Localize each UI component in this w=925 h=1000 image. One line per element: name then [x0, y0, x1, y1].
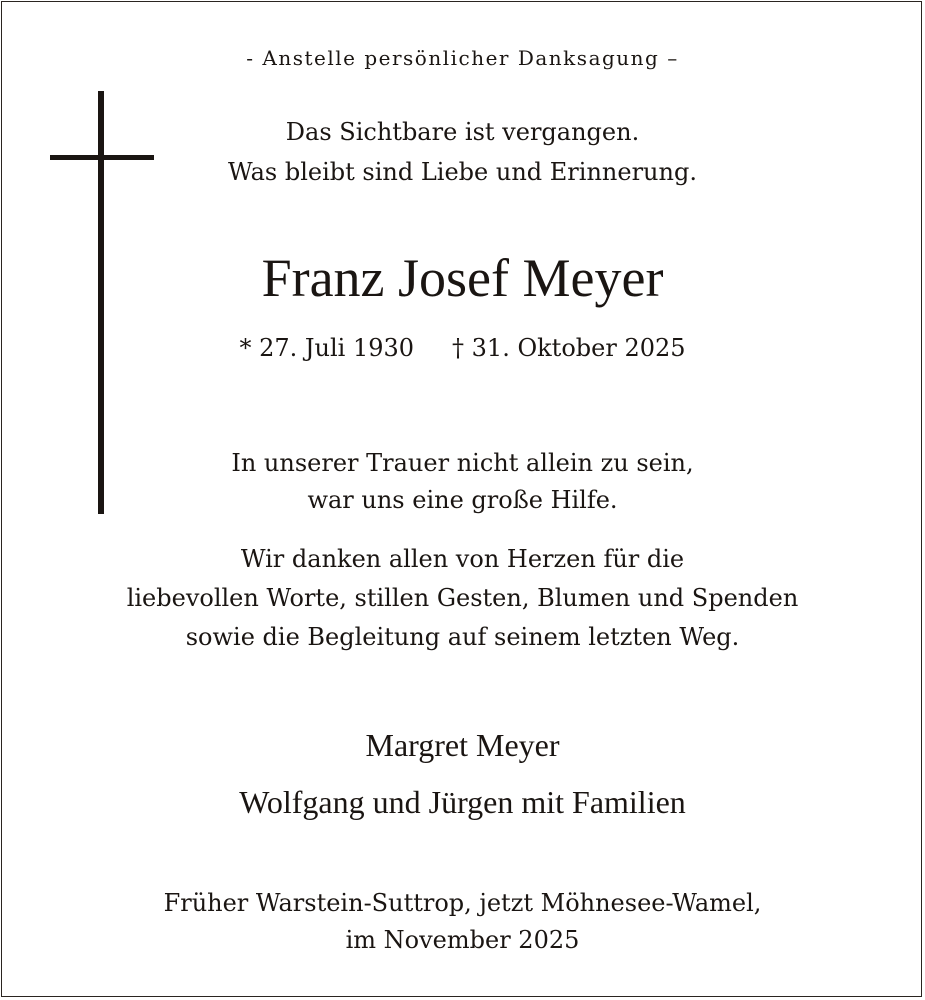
place-line: Früher Warstein-Suttrop, jetzt Möhnesee-Wamel, [163, 889, 762, 917]
quote-line-2: Was bleibt sind Liebe und Erinnerung. [228, 158, 697, 186]
death-date: † 31. Oktober 2025 [452, 334, 686, 362]
signatory-1: Margret Meyer [365, 727, 560, 763]
life-dates [0, 334, 925, 362]
thanks-line-3: Wir danken allen von Herzen für die [240, 545, 685, 573]
thanks-line-5: sowie die Begleitung auf seinem letzten Weg. [185, 623, 740, 651]
thanks-line-4: liebevollen Worte, stillen Gesten, Blumen und Spenden [126, 584, 799, 612]
date-line: im November 2025 [345, 926, 580, 954]
thanks-line-1: In unserer Trauer nicht allein zu sein, [231, 449, 694, 477]
notice-heading: - Anstelle persönlicher Danksagung – [246, 46, 679, 70]
birth-date: * 27. Juli 1930 [239, 334, 415, 362]
quote-line-1: Das Sichtbare ist vergangen. [285, 118, 640, 146]
deceased-name: Franz Josef Meyer [261, 248, 664, 308]
signatory-2: Wolfgang und Jürgen mit Familien [239, 784, 686, 820]
thanks-line-2: war uns eine große Hilfe. [307, 486, 618, 514]
